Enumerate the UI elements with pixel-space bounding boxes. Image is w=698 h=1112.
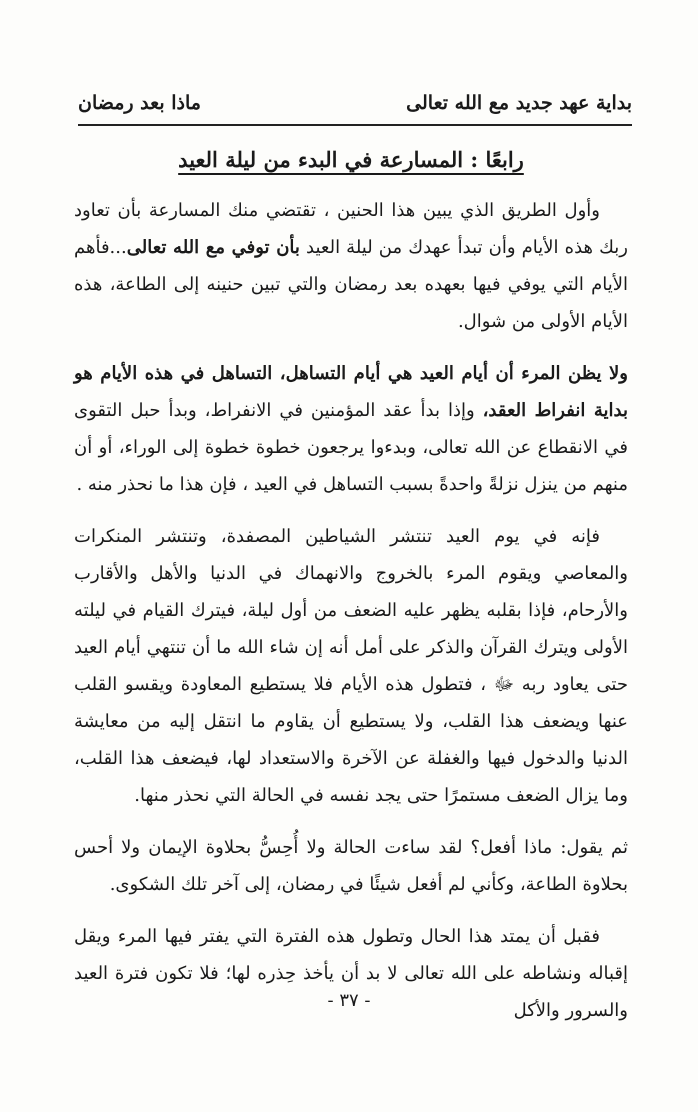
book-title: بداية عهد جديد مع الله تعالى <box>406 92 632 114</box>
chapter-title: ماذا بعد رمضان <box>78 92 201 114</box>
paragraph-2-bold: ولا يظن المرء أن أيام العيد هي أيام التساهل، التساهل في هذه الأيام هو بداية انفراط العقد، <box>74 363 628 421</box>
paragraph-5: فقبل أن يمتد هذا الحال وتطول هذه الفترة التي يفتر فيها المرء ويقل إقباله ونشاطه على الله تعالى لا بد أن يأخذ حِذره لها؛ فلا تكون فترة العيد والسرور والأكل <box>74 926 628 1021</box>
header-divider <box>78 124 632 126</box>
paragraph-1 <box>74 192 628 340</box>
paragraph-2 <box>74 355 628 503</box>
paragraph-1-bold: بأن توفي مع الله تعالى <box>126 237 300 258</box>
paragraph-2-text: وإذا بدأ عقد المؤمنين في الانفراط، وبدأ حبل التقوى في الانقطاع عن الله تعالى، وبدءوا يرجعون خطوة خطوة إلى الوراء، أو أن منهم من ينزل نزلةً واحدةً بسبب التساهل في العيد ، فإن هذا ما نحذر منه . <box>74 400 628 495</box>
paragraph-1-text-b: ...فأهم الأيام التي يوفي فيها بعهده بعد رمضان والتي تبين حنينه إلى الطاعة، هذه الأيام الأولى من شوال. <box>74 237 628 332</box>
page-number: - ٣٧ - <box>327 990 371 1011</box>
running-header <box>78 86 632 122</box>
paragraph-1-text-a: وأول الطريق الذي يبين هذا الحنين ، تقتضي منك المسارعة بأن تعاود ربك هذه الأيام وأن تبدأ عهدك من ليلة العيد <box>74 200 628 258</box>
page-body <box>74 142 628 1044</box>
paragraph-3: فإنه في يوم العيد تنتشر الشياطين المصفدة، وتنتشر المنكرات والمعاصي ويقوم المرء بالخروج والانهماك في الدنيا والأهل والأقارب والأرحام، فإذا بقلبه يظهر عليه الضعف من أول ليلة، فيترك القيام في ليلته الأولى ويترك القرآن والذكر على أمل أنه إن شاء الله ما أن تنتهي أيام العيد حتى يعاود ربه ﷻ ، فتطول هذه الأيام فلا يستطيع المعاودة ويقسو القلب عنها ويضعف هذا القلب، ولا يستطيع أن يقاوم ما انتقل إليه من معايشة الدنيا والدخول فيها والغفلة عن الآخرة والاستعداد لها، فيضعف هذا القلب، وما يزال الضعف مستمرًا حتى يجد نفسه في الحالة التي نحذر منها. <box>74 526 628 806</box>
section-title: رابعًا : المسارعة في البدء من ليلة العيد <box>178 147 524 172</box>
paragraph-4: ثم يقول: ماذا أفعل؟ لقد ساءت الحالة ولا أُحِسُّ بحلاوة الإيمان ولا أحس بحلاوة الطاعة، وكأني لم أفعل شيئًا في رمضان، إلى آخر تلك الشكوى. <box>74 837 628 895</box>
